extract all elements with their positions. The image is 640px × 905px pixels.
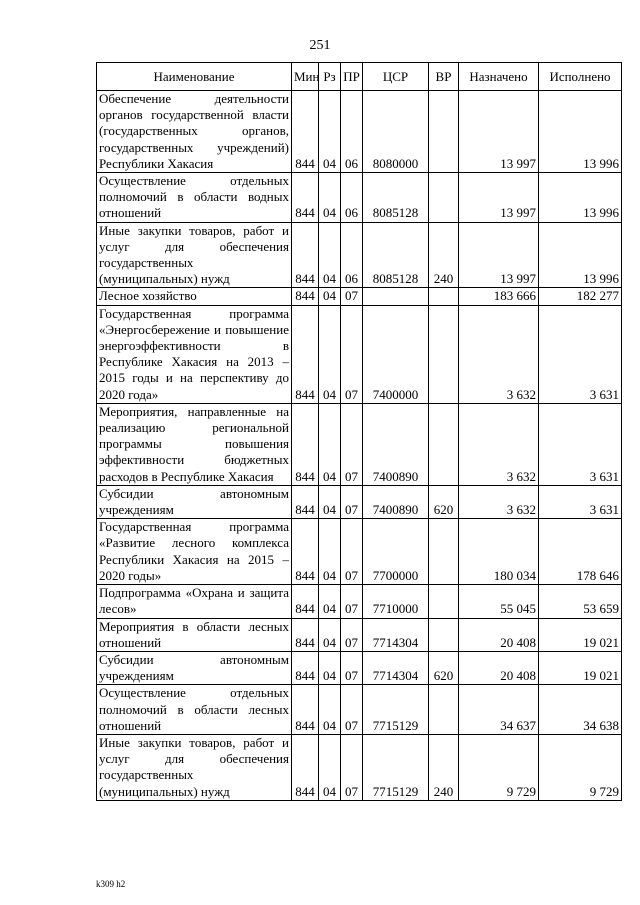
table-row xyxy=(97,651,622,684)
cell-name: Государственная программа «Развитие лесного комплекса Республики Хакасия на 2015 – 2020 годы» xyxy=(97,519,292,585)
cell-executed: 13 996 xyxy=(539,173,622,223)
cell-pr: 07 xyxy=(341,305,363,403)
cell-min: 844 xyxy=(292,651,319,684)
footer-code: k309 h2 xyxy=(96,879,126,889)
cell-min: 844 xyxy=(292,173,319,223)
cell-executed: 53 659 xyxy=(539,585,622,618)
cell-vr: 240 xyxy=(429,222,459,288)
cell-executed: 34 638 xyxy=(539,685,622,735)
table-row xyxy=(97,585,622,618)
cell-csr: 7400000 xyxy=(363,305,429,403)
cell-rz: 04 xyxy=(319,734,341,800)
cell-min: 844 xyxy=(292,403,319,485)
cell-name: Субсидии автономным учреждениям xyxy=(97,485,292,518)
table-row xyxy=(97,305,622,403)
cell-executed: 19 021 xyxy=(539,618,622,651)
cell-rz: 04 xyxy=(319,305,341,403)
cell-rz: 04 xyxy=(319,91,341,173)
cell-vr xyxy=(429,403,459,485)
header-row xyxy=(97,63,622,91)
cell-vr xyxy=(429,685,459,735)
cell-assigned: 3 632 xyxy=(459,403,539,485)
cell-min: 844 xyxy=(292,585,319,618)
cell-name: Обеспечение деятельности органов государственной власти (государственных органов, государственных учреждений) Республики Хакасия xyxy=(97,91,292,173)
cell-executed: 178 646 xyxy=(539,519,622,585)
cell-assigned: 13 997 xyxy=(459,222,539,288)
cell-min: 844 xyxy=(292,222,319,288)
cell-executed: 13 996 xyxy=(539,222,622,288)
cell-csr: 8085128 xyxy=(363,222,429,288)
cell-pr: 07 xyxy=(341,685,363,735)
cell-vr: 620 xyxy=(429,485,459,518)
cell-vr xyxy=(429,288,459,305)
cell-vr: 620 xyxy=(429,651,459,684)
cell-vr xyxy=(429,618,459,651)
cell-name: Иные закупки товаров, работ и услуг для обеспечения государственных (муниципальных) нужд xyxy=(97,222,292,288)
cell-csr: 7715129 xyxy=(363,734,429,800)
cell-rz: 04 xyxy=(319,618,341,651)
cell-pr: 07 xyxy=(341,485,363,518)
header-csr: ЦСР xyxy=(363,63,429,91)
table-row xyxy=(97,685,622,735)
cell-vr xyxy=(429,91,459,173)
cell-min: 844 xyxy=(292,305,319,403)
cell-min: 844 xyxy=(292,485,319,518)
cell-csr: 7400890 xyxy=(363,403,429,485)
header-pr: ПР xyxy=(341,63,363,91)
cell-min: 844 xyxy=(292,685,319,735)
cell-executed: 3 631 xyxy=(539,403,622,485)
cell-pr: 06 xyxy=(341,173,363,223)
cell-assigned: 9 729 xyxy=(459,734,539,800)
cell-vr xyxy=(429,305,459,403)
cell-min: 844 xyxy=(292,288,319,305)
table-row xyxy=(97,288,622,305)
cell-rz: 04 xyxy=(319,403,341,485)
cell-name: Мероприятия в области лесных отношений xyxy=(97,618,292,651)
header-vr: ВР xyxy=(429,63,459,91)
cell-executed: 182 277 xyxy=(539,288,622,305)
cell-rz: 04 xyxy=(319,585,341,618)
cell-assigned: 3 632 xyxy=(459,485,539,518)
cell-rz: 04 xyxy=(319,485,341,518)
cell-pr: 06 xyxy=(341,91,363,173)
cell-rz: 04 xyxy=(319,173,341,223)
cell-name: Государственная программа «Энергосбережение и повышение энергоэффективности в Республике Хакасия на 2013 – 2015 годы и на перспективу до 2020 года» xyxy=(97,305,292,403)
table-row xyxy=(97,519,622,585)
cell-min: 844 xyxy=(292,519,319,585)
cell-name: Осуществление отдельных полномочий в области водных отношений xyxy=(97,173,292,223)
header-executed: Исполнено xyxy=(539,63,622,91)
cell-assigned: 180 034 xyxy=(459,519,539,585)
cell-name: Осуществление отдельных полномочий в области лесных отношений xyxy=(97,685,292,735)
cell-min: 844 xyxy=(292,734,319,800)
cell-assigned: 13 997 xyxy=(459,91,539,173)
cell-csr xyxy=(363,288,429,305)
cell-assigned: 13 997 xyxy=(459,173,539,223)
cell-csr: 7714304 xyxy=(363,618,429,651)
table-row xyxy=(97,91,622,173)
cell-assigned: 183 666 xyxy=(459,288,539,305)
cell-rz: 04 xyxy=(319,651,341,684)
cell-executed: 3 631 xyxy=(539,305,622,403)
cell-csr: 7700000 xyxy=(363,519,429,585)
cell-pr: 07 xyxy=(341,734,363,800)
header-rz: Рз xyxy=(319,63,341,91)
cell-vr: 240 xyxy=(429,734,459,800)
cell-assigned: 20 408 xyxy=(459,618,539,651)
cell-csr: 8080000 xyxy=(363,91,429,173)
header-min: Мин xyxy=(292,63,319,91)
cell-executed: 3 631 xyxy=(539,485,622,518)
cell-executed: 13 996 xyxy=(539,91,622,173)
cell-csr: 7400890 xyxy=(363,485,429,518)
cell-assigned: 34 637 xyxy=(459,685,539,735)
page-number: 251 xyxy=(309,38,331,53)
table-row xyxy=(97,618,622,651)
cell-vr xyxy=(429,173,459,223)
table-row xyxy=(97,403,622,485)
cell-vr xyxy=(429,585,459,618)
cell-min: 844 xyxy=(292,91,319,173)
table-row xyxy=(97,485,622,518)
cell-pr: 07 xyxy=(341,585,363,618)
cell-csr: 7710000 xyxy=(363,585,429,618)
cell-rz: 04 xyxy=(319,288,341,305)
cell-pr: 07 xyxy=(341,519,363,585)
header-assigned: Назначено xyxy=(459,63,539,91)
cell-assigned: 55 045 xyxy=(459,585,539,618)
cell-csr: 8085128 xyxy=(363,173,429,223)
cell-rz: 04 xyxy=(319,685,341,735)
cell-rz: 04 xyxy=(319,222,341,288)
cell-pr: 07 xyxy=(341,403,363,485)
cell-min: 844 xyxy=(292,618,319,651)
cell-name: Мероприятия, направленные на реализацию региональной программы повышения эффективности бюджетных расходов в Республике Хакасия xyxy=(97,403,292,485)
cell-name: Иные закупки товаров, работ и услуг для обеспечения государственных (муниципальных) нужд xyxy=(97,734,292,800)
cell-executed: 9 729 xyxy=(539,734,622,800)
table-row xyxy=(97,734,622,800)
table-row xyxy=(97,173,622,223)
cell-csr: 7715129 xyxy=(363,685,429,735)
budget-table xyxy=(96,62,622,801)
cell-pr: 07 xyxy=(341,618,363,651)
cell-pr: 06 xyxy=(341,222,363,288)
cell-vr xyxy=(429,519,459,585)
table-row xyxy=(97,222,622,288)
cell-name: Лесное хозяйство xyxy=(97,288,292,305)
header-name: Наименование xyxy=(97,63,292,91)
cell-executed: 19 021 xyxy=(539,651,622,684)
cell-csr: 7714304 xyxy=(363,651,429,684)
cell-name: Субсидии автономным учреждениям xyxy=(97,651,292,684)
cell-assigned: 20 408 xyxy=(459,651,539,684)
cell-pr: 07 xyxy=(341,651,363,684)
cell-rz: 04 xyxy=(319,519,341,585)
cell-pr: 07 xyxy=(341,288,363,305)
cell-name: Подпрограмма «Охрана и защита лесов» xyxy=(97,585,292,618)
cell-assigned: 3 632 xyxy=(459,305,539,403)
